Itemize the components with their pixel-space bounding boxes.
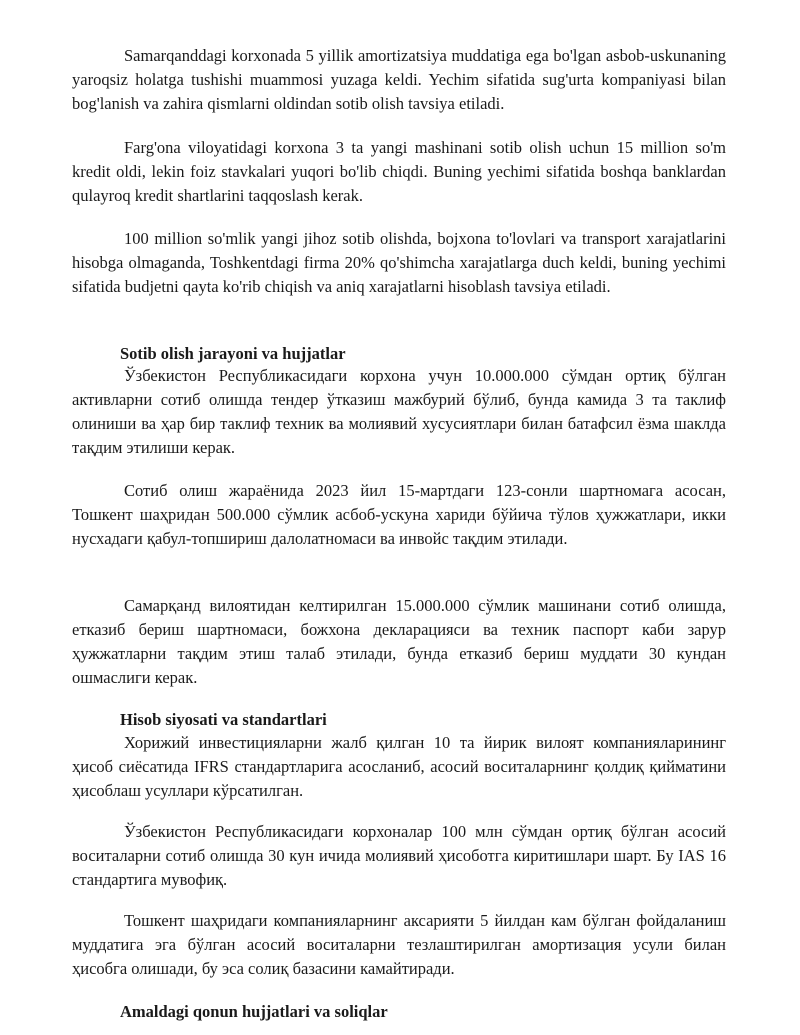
paragraph-ias16: Ўзбекистон Республикасидаги корхоналар 100 млн сўмдан ортиқ бўлган асосий воситаларни сотиб олишда 30 кун ичида молиявий ҳисоботга киритишлари шарт. Бу IAS 16 стандартига мувофиқ.	[72, 822, 726, 889]
section-heading-accounting-policy: Hisob siyosati va standartlari	[120, 710, 327, 729]
paragraph-tender-rules: Ўзбекистон Республикасидаги корхона учун 10.000.000 сўмдан ортиқ бўлган активларни сотиб олишда тендер ўтказиш мажбурий бўлиб, бунда камида 3 та таклиф олиниши ва ҳар бир таклиф техник ва молиявий хусусиятлари билан батафсил ёзма шаклда тақдим этилиши керак.	[72, 366, 726, 457]
paragraph-fergana-credit: Farg'ona viloyatidagi korxona 3 ta yangi mashinani sotib olish uchun 15 million so'm kredit oldi, lekin foiz stavkalari yuqori bo'lib chiqdi. Buning yechimi sifatida boshqa banklardan qulayroq kredit shartlarini taqqoslash kerak.	[72, 138, 726, 205]
paragraph-accelerated-depreciation: Тошкент шаҳридаги компанияларнинг аксарияти 5 йилдан кам бўлган фойдаланиш муддатига эга бўлган асосий воситаларни тезлаштирилган амортизация усули билан ҳисобга олишади, бу эса солиқ базасини камайтиради.	[72, 911, 726, 978]
paragraph-ifrs: Хорижий инвестицияларни жалб қилган 10 та йирик вилоят компанияларининг ҳисоб сиёсатида IFRS стандартларига асосланиб, асосий воситаларнинг қолдиқ қийматини ҳисоблаш усуллари кўрсатилган.	[72, 733, 726, 800]
section-heading-procurement: Sotib olish jarayoni va hujjatlar	[120, 344, 346, 363]
paragraph-delivery-documents: Самарқанд вилоятидан келтирилган 15.000.000 сўмлик машинани сотиб олишда, етказиб бериш шартномаси, божхона декларацияси ва техник паспорт каби зарур ҳужжатларни тақдим этиш талаб этилади, бунда етказиб бериш муддати 30 кундан ошмаслиги керак.	[72, 596, 726, 687]
paragraph-payment-documents: Сотиб олиш жараёнида 2023 йил 15-мартдаги 123-сонли шартномага асосан, Тошкент шаҳридан 500.000 сўмлик асбоб-ускуна хариди бўйича тўлов ҳужжатлари, икки нусхадаги қабул-топшириш далолатномаси ва инвойс тақдим этилади.	[72, 481, 726, 548]
paragraph-equipment-damage: Samarqanddagi korxonada 5 yillik amortizatsiya muddatiga ega bo'lgan asbob-uskunaning yaroqsiz holatga tushishi muammosi yuzaga keldi. Yechim sifatida sug'urta kompaniyasi bilan bog'lanish va zahira qismlarni oldindan sotib olish tavsiya etiladi.	[72, 46, 726, 113]
paragraph-tashkent-costs: 100 million so'mlik yangi jihoz sotib olishda, bojxona to'lovlari va transport xarajatlarini hisobga olmaganda, Toshkentdagi firma 20% qo'shimcha xarajatlarga duch keldi, buning yechimi sifatida budjetni qayta ko'rib chiqish va aniq xarajatlarni hisoblash tavsiya etiladi.	[72, 229, 726, 296]
section-heading-laws-taxes: Amaldagi qonun hujjatlari va soliqlar	[120, 1002, 388, 1021]
